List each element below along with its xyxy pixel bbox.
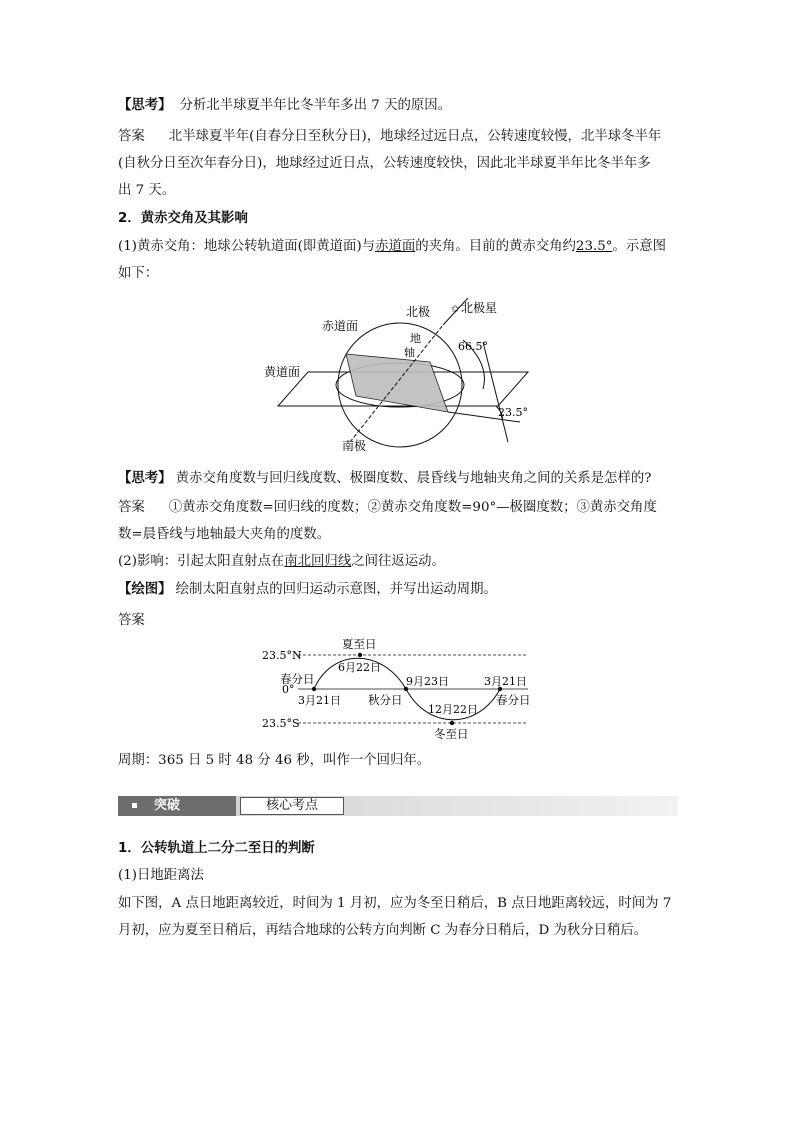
p1-text-c: 。示意图 (612, 239, 666, 254)
core-line-1: 如下图，A 点日地距离较近，时间为 1 月初，应为冬至日稍后，B 点日地距离较远，时间为 7 (118, 896, 672, 911)
think1-answer-line-1 (118, 128, 661, 146)
label-ecliptic-plane: 黄道面 (264, 365, 301, 379)
section2-heading: 2．黄赤交角及其影响 (118, 211, 248, 226)
label-axis-1: 地 (410, 332, 421, 345)
label-angle-66-5: 66.5° (458, 340, 488, 353)
label-sep23: 9月23日 (406, 675, 449, 688)
label-polaris: 北极星 (461, 301, 498, 315)
core-line-2: 月初，应为夏至日稍后，再结合地球的公转方向判断 C 为春分日稍后，D 为秋分日稍后。 (118, 923, 648, 938)
label-spring-1: 春分日 (280, 672, 315, 686)
think1-answer-label: 答案 (118, 129, 145, 144)
banner-box: 核心考点 (240, 797, 344, 815)
label-axis-2: 轴 (404, 346, 415, 359)
obliquity-diagram (258, 292, 548, 462)
think1-question: 分析北半球夏半年比冬半年多出 7 天的原因。 (179, 98, 452, 113)
think2-answer-label: 答案 (118, 500, 145, 515)
label-autumn: 秋分日 (368, 693, 403, 707)
influence-underline: 南北回归线 (284, 554, 352, 569)
solar-migration-diagram (258, 638, 538, 742)
label-lat-0: 0° (282, 683, 295, 696)
polaris-star-icon: ✩ (451, 304, 460, 315)
think2-question-line (118, 470, 651, 488)
think2-answer-line-1 (118, 499, 657, 517)
banner-dark (118, 796, 236, 816)
label-mar21-1: 3月21日 (298, 694, 341, 707)
point-winter (450, 721, 454, 725)
think2-tag: 【思考】 (118, 471, 172, 486)
section2-paragraph-1 (118, 238, 666, 256)
p1-underline-angle: 23.5° (575, 239, 613, 254)
think2-answer-line-2: 数=晨昏线与地轴最大夹角的度数。 (118, 527, 331, 542)
think1-answer-line-3: 出 7 天。 (118, 183, 176, 198)
label-spring-2: 春分日 (496, 693, 531, 707)
influence-text-a: (2)影响：引起太阳直射点在 (118, 554, 285, 569)
think1-tag: 【思考】 (118, 98, 172, 113)
p1-text-b: 的夹角。目前的黄赤交角约 (415, 239, 576, 254)
draw-task: 绘制太阳直射点的回归运动示意图，并写出运动周期。 (175, 582, 497, 597)
label-lat-s: 23.5°S (262, 717, 300, 730)
label-equator-plane: 赤道面 (322, 319, 359, 333)
think2-answer-text-1: ①黄赤交角度数=回归线的度数；②黄赤交角度数=90°—极圈度数；③黄赤交角度 (168, 500, 657, 515)
label-summer: 夏至日 (342, 638, 377, 651)
influence-line (118, 553, 445, 571)
label-jun22: 6月22日 (338, 661, 381, 674)
label-south-pole: 南极 (342, 439, 367, 453)
point-summer (358, 653, 362, 657)
think2-question: 黄赤交角度数与回归线度数、极圈度数、晨昏线与地轴夹角之间的关系是怎样的? (175, 471, 652, 486)
period-line: 周期：365 日 5 时 48 分 46 秒，叫作一个回归年。 (118, 753, 431, 768)
think1-answer-text-1: 北半球夏半年(自春分日至秋分日)，地球经过远日点，公转速度较慢，北半球冬半年 (168, 129, 662, 144)
draw-tag: 【绘图】 (118, 582, 172, 597)
label-north-pole: 北极 (406, 305, 431, 319)
banner-square-icon (132, 803, 137, 808)
core-sub: (1)日地距离法 (118, 868, 204, 883)
think1-question-line (118, 97, 451, 115)
section2-paragraph-1-line2: 如下： (118, 266, 159, 281)
p1-underline-equator: 赤道面 (375, 239, 416, 254)
point-spring-1 (312, 687, 316, 691)
core-heading: 1．公转轨道上二分二至日的判断 (118, 841, 315, 856)
think1-answer-line-2: (自秋分日至次年春分日)，地球经过近日点，公转速度较快，因此北半球夏半年比冬半年多 (118, 156, 651, 171)
draw-answer-label: 答案 (118, 613, 145, 628)
draw-line (118, 581, 497, 599)
banner-title: 突破 (154, 798, 181, 813)
ecliptic-normal (483, 342, 508, 442)
label-dec22: 12月22日 (428, 703, 478, 716)
p1-text-a: (1)黄赤交角：地球公转轨道面(即黄道面)与 (118, 239, 376, 254)
influence-text-b: 之间往返运动。 (351, 554, 445, 569)
label-winter: 冬至日 (434, 727, 469, 741)
section-banner (118, 796, 678, 816)
label-lat-n: 23.5°N (262, 649, 302, 662)
label-angle-23-5: 23.5° (498, 406, 528, 419)
label-mar21-2: 3月21日 (484, 675, 527, 688)
